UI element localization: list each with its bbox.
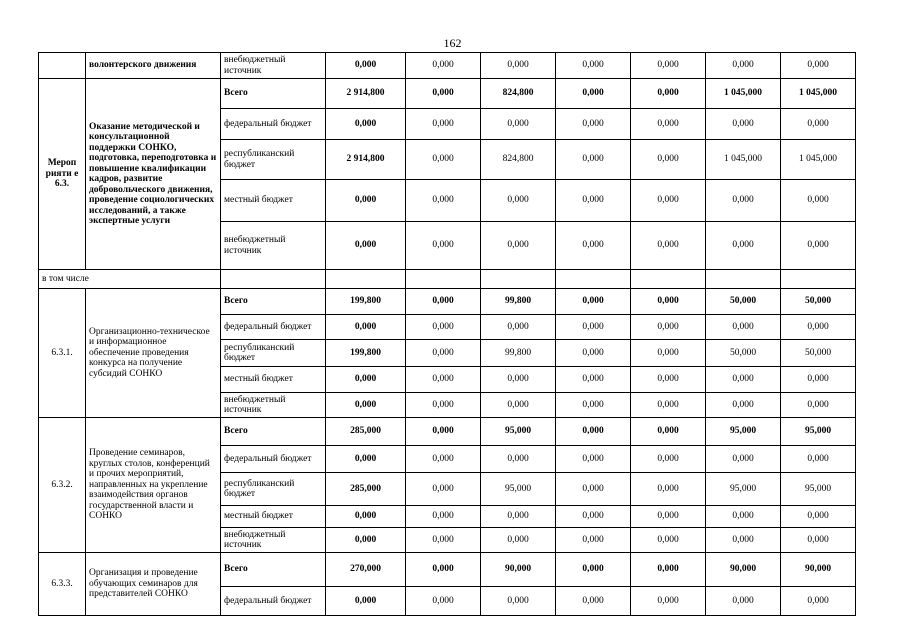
value-cell: 0,000 (706, 367, 781, 393)
value-cell: 50,000 (706, 340, 781, 367)
value-cell: 0,000 (481, 53, 556, 79)
value-cell: 0,000 (481, 180, 556, 222)
value-cell: 0,000 (631, 506, 706, 528)
value-cell: 0,000 (706, 587, 781, 616)
value-cell: 0,000 (326, 446, 406, 473)
value-cell: 0,000 (556, 446, 631, 473)
value-cell: 0,000 (556, 418, 631, 446)
value-cell: 0,000 (556, 315, 631, 340)
value-cell: 0,000 (706, 315, 781, 340)
funding-source: местный бюджет (221, 180, 326, 222)
value-cell: 0,000 (326, 53, 406, 79)
value-cell: 2 914,800 (326, 140, 406, 180)
value-cell: 0,000 (481, 528, 556, 553)
value-cell: 0,000 (556, 587, 631, 616)
value-cell: 199,800 (326, 340, 406, 367)
value-cell: 0,000 (631, 289, 706, 315)
value-cell: 199,800 (326, 289, 406, 315)
value-cell: 0,000 (556, 340, 631, 367)
funding-source: внебюджетный источник (221, 222, 326, 270)
event-name: Организация и проведение обучающих семинаров для представителей СОНКО (86, 553, 221, 616)
funding-source: внебюджетный источник (221, 528, 326, 553)
value-cell: 0,000 (631, 528, 706, 553)
value-cell: 0,000 (481, 367, 556, 393)
value-cell: 0,000 (326, 315, 406, 340)
value-cell: 0,000 (406, 393, 481, 418)
table-row (39, 418, 856, 446)
funding-source: федеральный бюджет (221, 109, 326, 140)
event-name-continued: волонтерского движения (86, 53, 221, 79)
value-cell: 0,000 (326, 222, 406, 270)
value-cell: 2 914,800 (326, 79, 406, 109)
value-cell: 90,000 (781, 553, 856, 587)
value-cell: 0,000 (406, 418, 481, 446)
value-cell: 0,000 (481, 587, 556, 616)
value-cell: 0,000 (781, 587, 856, 616)
value-cell: 1 045,000 (781, 140, 856, 180)
value-cell: 0,000 (481, 393, 556, 418)
value-cell: 1 045,000 (781, 79, 856, 109)
value-cell: 0,000 (706, 109, 781, 140)
table-row (39, 289, 856, 315)
value-cell: 1 045,000 (706, 140, 781, 180)
event-name: Проведение семинаров, круглых столов, конференций и прочих мероприятий, направленных на укрепление взаимодействия органов государственной власти и СОНКО (86, 418, 221, 553)
page-number: 162 (443, 36, 462, 50)
funding-source: федеральный бюджет (221, 446, 326, 473)
including-label: в том числе (39, 270, 221, 289)
value-cell: 95,000 (481, 418, 556, 446)
funding-source: Всего (221, 289, 326, 315)
value-cell: 0,000 (406, 340, 481, 367)
event-name: Оказание методической и консультационной поддержки СОНКО, подготовка, переподготовка и повышение квалификации кадров, развитие добровольческого движения, проведение социологических исследований, а также экспертные услуги (86, 79, 221, 270)
value-cell: 90,000 (706, 553, 781, 587)
value-cell: 0,000 (631, 79, 706, 109)
empty-cell (481, 270, 556, 289)
event-name: Организационно-техническое и информационное обеспечение проведения конкурса на получение субсидий СОНКО (86, 289, 221, 418)
funding-source: федеральный бюджет (221, 587, 326, 616)
value-cell: 0,000 (326, 180, 406, 222)
value-cell: 50,000 (706, 289, 781, 315)
value-cell: 0,000 (781, 528, 856, 553)
value-cell: 824,800 (481, 79, 556, 109)
value-cell: 824,800 (481, 140, 556, 180)
value-cell: 285,000 (326, 418, 406, 446)
value-cell: 50,000 (781, 340, 856, 367)
value-cell: 95,000 (781, 418, 856, 446)
value-cell: 0,000 (706, 180, 781, 222)
value-cell: 0,000 (406, 222, 481, 270)
funding-source: внебюджетный источник (221, 393, 326, 418)
value-cell: 0,000 (481, 222, 556, 270)
value-cell: 0,000 (326, 506, 406, 528)
funding-source: местный бюджет (221, 367, 326, 393)
value-cell: 0,000 (631, 418, 706, 446)
table-row (39, 270, 856, 289)
value-cell: 0,000 (706, 53, 781, 79)
value-cell: 0,000 (556, 140, 631, 180)
value-cell: 0,000 (781, 53, 856, 79)
value-cell: 0,000 (631, 315, 706, 340)
value-cell: 0,000 (706, 393, 781, 418)
budget-table (38, 52, 856, 616)
value-cell: 0,000 (781, 109, 856, 140)
value-cell: 0,000 (781, 506, 856, 528)
funding-source: внебюджетный источник (221, 53, 326, 79)
value-cell: 0,000 (481, 446, 556, 473)
value-cell: 99,800 (481, 289, 556, 315)
value-cell: 0,000 (781, 367, 856, 393)
funding-source: местный бюджет (221, 506, 326, 528)
event-code: 6.3.1. (39, 289, 86, 418)
value-cell: 95,000 (781, 473, 856, 506)
value-cell: 0,000 (556, 180, 631, 222)
value-cell: 0,000 (556, 289, 631, 315)
value-cell: 50,000 (781, 289, 856, 315)
value-cell: 270,000 (326, 553, 406, 587)
value-cell: 0,000 (631, 340, 706, 367)
table-row (39, 79, 856, 109)
value-cell: 90,000 (481, 553, 556, 587)
value-cell: 0,000 (631, 393, 706, 418)
empty-cell (221, 270, 326, 289)
value-cell: 0,000 (326, 109, 406, 140)
value-cell: 0,000 (631, 446, 706, 473)
value-cell: 0,000 (706, 446, 781, 473)
value-cell: 0,000 (706, 506, 781, 528)
value-cell: 0,000 (556, 473, 631, 506)
value-cell: 0,000 (556, 528, 631, 553)
value-cell: 95,000 (706, 418, 781, 446)
funding-source: Всего (221, 418, 326, 446)
value-cell: 0,000 (406, 109, 481, 140)
value-cell: 0,000 (406, 506, 481, 528)
empty-cell (706, 270, 781, 289)
empty-cell (631, 270, 706, 289)
value-cell: 0,000 (556, 53, 631, 79)
event-code: 6.3.3. (39, 553, 86, 616)
value-cell: 0,000 (406, 315, 481, 340)
funding-source: Всего (221, 79, 326, 109)
value-cell: 0,000 (481, 315, 556, 340)
value-cell: 0,000 (406, 289, 481, 315)
value-cell: 0,000 (631, 367, 706, 393)
value-cell: 0,000 (556, 553, 631, 587)
value-cell: 285,000 (326, 473, 406, 506)
funding-source: Всего (221, 553, 326, 587)
funding-source: республиканский бюджет (221, 140, 326, 180)
value-cell: 0,000 (326, 393, 406, 418)
funding-source: республиканский бюджет (221, 473, 326, 506)
table-row (39, 553, 856, 587)
value-cell: 0,000 (326, 528, 406, 553)
value-cell: 0,000 (406, 528, 481, 553)
value-cell: 0,000 (706, 222, 781, 270)
value-cell: 0,000 (631, 587, 706, 616)
value-cell: 0,000 (781, 222, 856, 270)
value-cell: 0,000 (631, 222, 706, 270)
value-cell: 0,000 (406, 140, 481, 180)
value-cell: 0,000 (406, 446, 481, 473)
value-cell: 0,000 (481, 506, 556, 528)
table-row (39, 53, 856, 79)
value-cell: 0,000 (631, 53, 706, 79)
value-cell: 95,000 (706, 473, 781, 506)
value-cell: 0,000 (406, 367, 481, 393)
value-cell: 0,000 (406, 53, 481, 79)
value-cell: 0,000 (556, 367, 631, 393)
value-cell: 0,000 (556, 393, 631, 418)
value-cell: 0,000 (556, 506, 631, 528)
value-cell: 0,000 (326, 367, 406, 393)
empty-cell (781, 270, 856, 289)
row-code-empty (39, 53, 86, 79)
empty-cell (326, 270, 406, 289)
value-cell: 0,000 (631, 109, 706, 140)
event-code: 6.3.2. (39, 418, 86, 553)
value-cell: 95,000 (481, 473, 556, 506)
value-cell: 0,000 (556, 79, 631, 109)
value-cell: 0,000 (631, 180, 706, 222)
value-cell: 0,000 (781, 446, 856, 473)
value-cell: 0,000 (406, 553, 481, 587)
empty-cell (406, 270, 481, 289)
value-cell: 0,000 (631, 553, 706, 587)
value-cell: 0,000 (781, 180, 856, 222)
event-code: Мероп рияти е 6.3. (39, 79, 86, 270)
value-cell: 0,000 (406, 180, 481, 222)
value-cell: 0,000 (631, 473, 706, 506)
funding-source: республиканский бюджет (221, 340, 326, 367)
value-cell: 0,000 (406, 79, 481, 109)
value-cell: 1 045,000 (706, 79, 781, 109)
value-cell: 0,000 (326, 587, 406, 616)
value-cell: 99,800 (481, 340, 556, 367)
value-cell: 0,000 (781, 393, 856, 418)
value-cell: 0,000 (781, 315, 856, 340)
value-cell: 0,000 (481, 109, 556, 140)
funding-source: федеральный бюджет (221, 315, 326, 340)
value-cell: 0,000 (406, 587, 481, 616)
empty-cell (556, 270, 631, 289)
value-cell: 0,000 (406, 473, 481, 506)
value-cell: 0,000 (556, 109, 631, 140)
value-cell: 0,000 (631, 140, 706, 180)
value-cell: 0,000 (556, 222, 631, 270)
value-cell: 0,000 (706, 528, 781, 553)
